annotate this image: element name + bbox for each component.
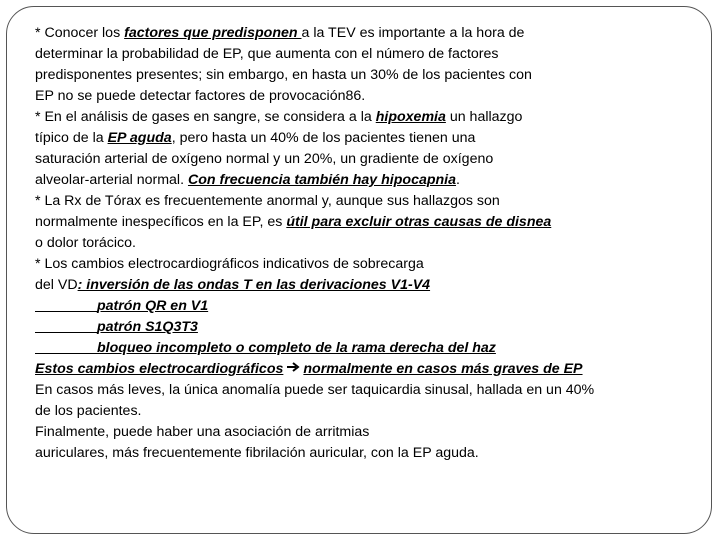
emphasis: patrón S1Q3T3 [97,319,198,335]
text-line [35,359,675,380]
text-line [35,317,675,338]
emphasis: EP aguda [107,130,172,146]
indent-rule [35,317,97,333]
text-line: Finalmente, puede haber una asociación de arritmias [35,424,370,440]
slide-text [35,23,675,464]
emphasis: Con frecuencia también hay hipocapnia [187,172,457,188]
emphasis: útil para excluir otras causas de disnea [286,214,552,230]
emphasis: Estos cambios electrocardiográficos [35,361,284,377]
text-line: * La Rx de Tórax es frecuentemente anormal y, aunque sus hallazgos son [35,193,500,209]
text-line: alveolar-arterial normal. Con frecuencia también hay hipocapnia. [35,172,460,188]
text-line [35,338,675,359]
right-arrow-icon [283,359,303,380]
text-line: * En el análisis de gases en sangre, se considera a la hipoxemia un hallazgo [35,109,523,125]
indent-rule [35,338,97,354]
text-line: de los pacientes. [35,403,142,419]
emphasis: : inversión de las ondas T en las derivaciones V1-V4 [77,277,431,293]
text-line: típico de la EP aguda, pero hasta un 40% de los pacientes tienen una [35,130,476,146]
text-line: * Los cambios electrocardiográficos indicativos de sobrecarga [35,256,424,272]
text-line: * Conocer los factores que predisponen a la TEV es importante a la hora de [35,25,525,41]
text-line: En casos más leves, la única anomalía puede ser taquicardia sinusal, hallada en un 40% [35,382,595,398]
text-line: EP no se puede detectar factores de provocación86. [35,88,366,104]
text-line: o dolor torácico. [35,235,136,251]
text-line: normalmente inespecíficos en la EP, es útil para excluir otras causas de disnea [35,214,552,230]
text-line: determinar la probabilidad de EP, que aumenta con el número de factores [35,46,499,62]
text-line: saturación arterial de oxígeno normal y un 20%, un gradiente de oxígeno [35,151,494,167]
emphasis: patrón QR en V1 [97,298,209,314]
text-line: auriculares, más frecuentemente fibrilación auricular, con la EP aguda. [35,445,479,461]
emphasis: bloqueo incompleto o completo de la rama derecha del haz [97,340,496,356]
emphasis: hipoxemia [375,109,446,125]
text-line [35,296,675,317]
emphasis: factores que predisponen [124,25,302,41]
indent-rule [35,296,97,312]
emphasis: normalmente en casos más graves de EP [303,361,583,377]
text-line: predisponentes presentes; sin embargo, en hasta un 30% de los pacientes con [35,67,532,83]
text-line: del VD: inversión de las ondas T en las derivaciones V1-V4 [35,277,431,293]
